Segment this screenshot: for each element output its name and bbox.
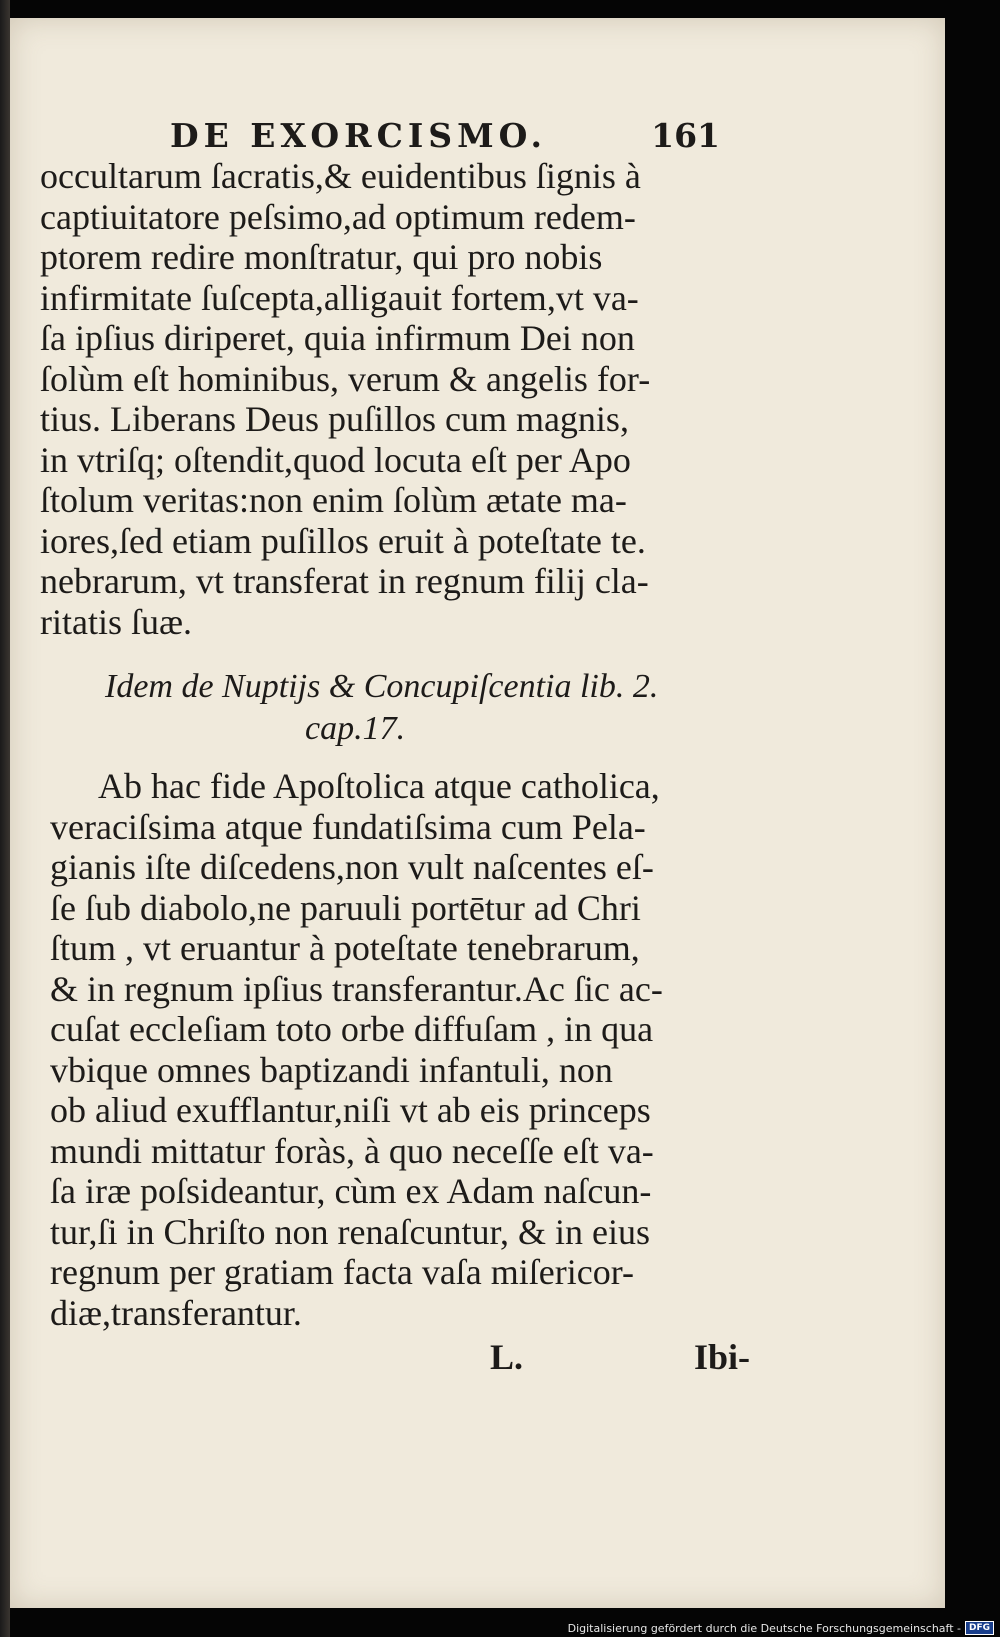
passage-2 bbox=[50, 766, 740, 1333]
section-heading-chapter: cap.17. bbox=[305, 710, 406, 747]
text-line: ptorem redire monſtratur, qui pro nobis bbox=[40, 237, 603, 277]
text-line: infirmitate ſuſcepta,alligauit fortem,vt va- bbox=[40, 277, 639, 318]
digitization-credit bbox=[568, 1621, 994, 1635]
text-line: ob aliud exufflantur,niſi vt ab eis princeps bbox=[50, 1090, 651, 1130]
page-number: 161 bbox=[651, 116, 720, 155]
text-line: diæ,transferantur. bbox=[50, 1292, 302, 1333]
text-line: ritatis ſuæ. bbox=[40, 601, 192, 642]
credit-text: Digitalisierung gefördert durch die Deutsche Forschungsgemeinschaft - bbox=[567, 1621, 961, 1635]
text-line: ſa iræ poſsideantur, cùm ex Adam naſcun- bbox=[50, 1171, 652, 1211]
text-line: & in regnum ipſius transferantur.Ac ſic ac- bbox=[50, 968, 663, 1009]
text-line: captiuitatore peſsimo,ad optimum redem- bbox=[40, 196, 636, 237]
text-line: ſtolum veritas:non enim ſolùm ætate ma- bbox=[40, 480, 627, 520]
text-line: occultarum ſacratis,& euidentibus ſignis à bbox=[40, 156, 641, 196]
signature-mark: L. bbox=[490, 1337, 524, 1377]
running-title: DE EXORCISMO. bbox=[170, 116, 547, 155]
text-line: ſa ipſius diriperet, quia infirmum Dei non bbox=[40, 318, 635, 358]
text-line: veraciſsima atque fundatiſsima cum Pela- bbox=[50, 806, 646, 847]
text-line: iores,ſed etiam puſillos eruit à poteſtate te. bbox=[40, 520, 646, 561]
text-line: in vtriſq; oſtendit,quod locuta eſt per Apo bbox=[40, 439, 631, 480]
passage-1 bbox=[40, 156, 730, 642]
page-footer bbox=[490, 1336, 750, 1378]
text-line: tur,ſi in Chriſto non renaſcuntur, & in eius bbox=[50, 1211, 651, 1252]
text-line: gianis iſte diſcedens,non vult naſcentes eſ- bbox=[50, 847, 654, 887]
catchword: Ibi- bbox=[693, 1337, 750, 1377]
text-line: tius. Liberans Deus puſillos cum magnis, bbox=[40, 399, 629, 439]
text-line: vbique omnes baptizandi infantuli, non bbox=[50, 1049, 613, 1090]
book-page bbox=[10, 18, 945, 1608]
dfg-logo: DFG bbox=[965, 1621, 994, 1635]
text-line: regnum per gratiam facta vaſa miſericor- bbox=[50, 1252, 634, 1292]
text-line: cuſat eccleſiam toto orbe diffuſam , in qua bbox=[50, 1009, 654, 1049]
text-line: ſe ſub diabolo,ne paruuli portētur ad Chri bbox=[50, 887, 641, 928]
text-line: ſolùm eſt hominibus, verum & angelis for- bbox=[40, 358, 651, 399]
text-line: Ab hac fide Apoſtolica atque catholica, bbox=[98, 766, 660, 806]
text-line: mundi mittatur foràs, à quo neceſſe eſt va- bbox=[50, 1130, 654, 1171]
text-line: ſtum , vt eruantur à poteſtate tenebrarum, bbox=[50, 928, 640, 968]
section-heading-title: Idem de Nuptijs & Concupiſcentia lib. 2. bbox=[105, 668, 659, 705]
section-heading bbox=[105, 666, 705, 750]
book-spine-edge bbox=[0, 0, 10, 1637]
page-header bbox=[170, 116, 720, 155]
text-line: nebrarum, vt transferat in regnum filij cla- bbox=[40, 561, 649, 601]
